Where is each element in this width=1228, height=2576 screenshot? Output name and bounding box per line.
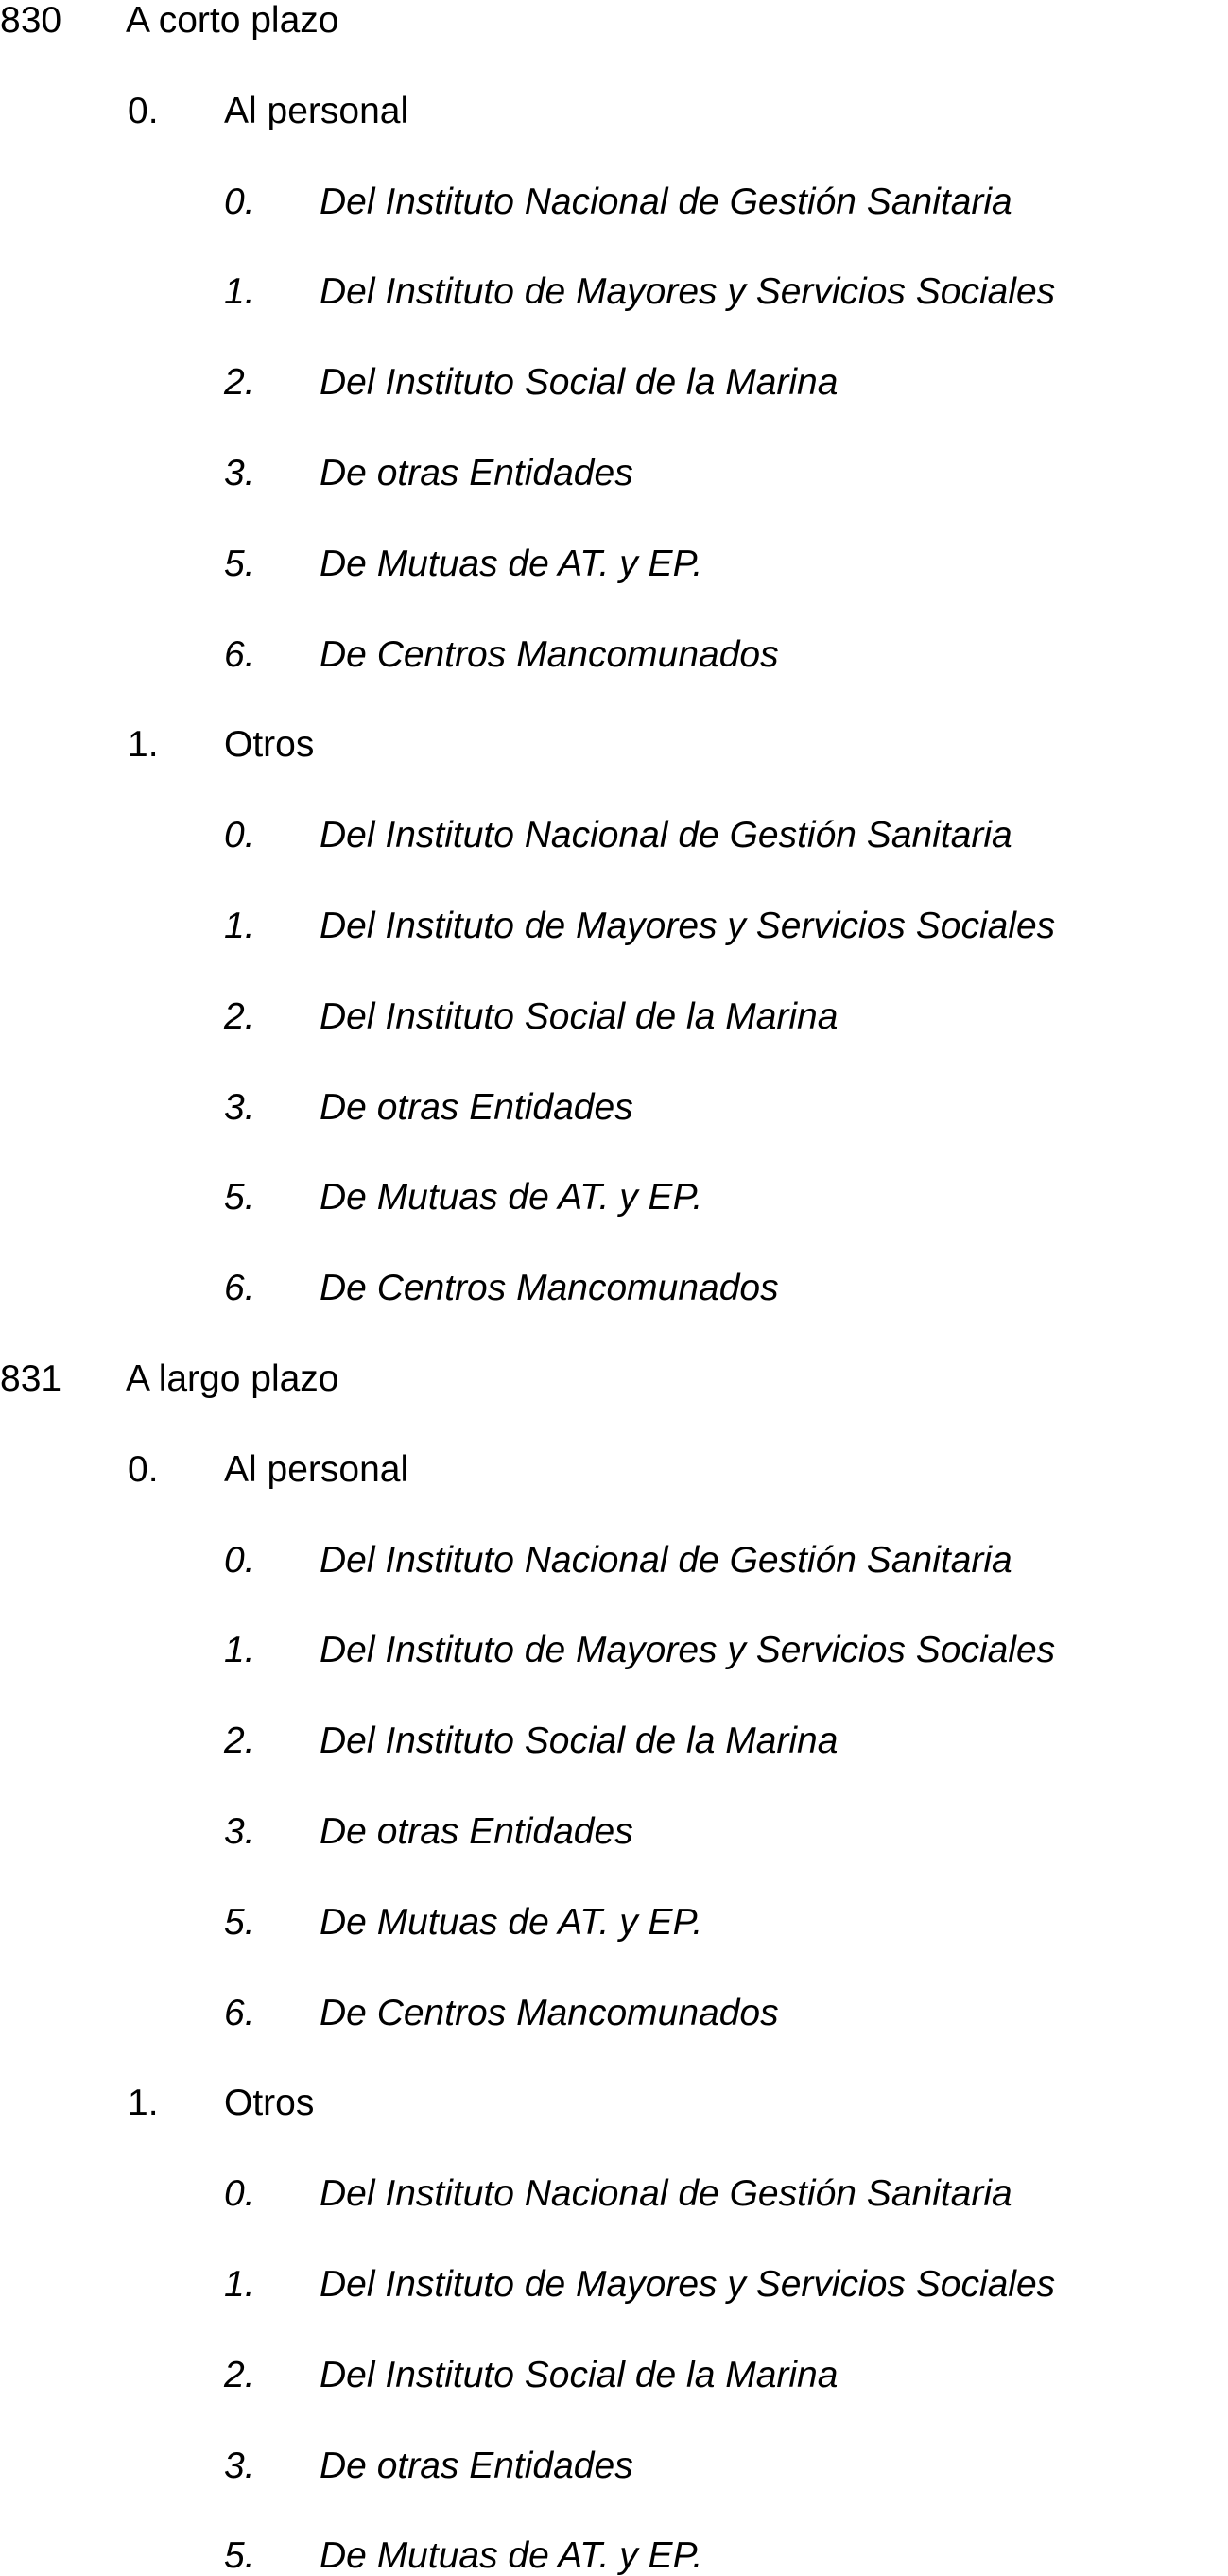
subaccount-heading-code: 0. [128,90,159,131]
list-item-code: 3. [224,1811,255,1852]
list-item-code: 1. [224,1630,255,1671]
subaccount-heading-label: Al personal [224,1448,409,1490]
list-item-code: 2. [224,995,255,1037]
account-heading-label: A corto plazo [126,0,339,41]
account-heading-label: A largo plazo [126,1358,339,1399]
account-heading-code: 830 [0,0,62,41]
list-item-code: 3. [224,453,255,493]
list-item-label: De Mutuas de AT. y EP. [320,543,703,584]
list-item-label: Del Instituto de Mayores y Servicios Sociales [320,2264,1056,2305]
list-item-label: De Centros Mancomunados [320,1268,779,1309]
list-item-code: 3. [224,1086,255,1128]
subaccount-heading-label: Al personal [224,90,409,131]
list-item-code: 2. [224,362,255,404]
list-item-label: Del Instituto Social de la Marina [320,995,839,1037]
list-item-code: 6. [224,633,255,675]
subaccount-heading-code: 0. [128,1448,159,1490]
list-item-label: De Mutuas de AT. y EP. [320,1901,703,1943]
list-item-code: 2. [224,2354,255,2395]
list-item-label: Del Instituto Social de la Marina [320,1720,839,1762]
list-item-code: 5. [224,2535,255,2576]
list-item-code: 6. [224,1268,255,1309]
subaccount-heading-code: 1. [128,2083,159,2124]
list-item-label: Del Instituto Nacional de Gestión Sanitaria [320,815,1012,856]
list-item-label: De Centros Mancomunados [320,1992,779,2033]
list-item-label: De Mutuas de AT. y EP. [320,1177,703,1219]
list-item-label: Del Instituto Nacional de Gestión Sanitaria [320,1539,1012,1581]
subaccount-heading-label: Otros [224,2083,315,2124]
list-item-label: Del Instituto de Mayores y Servicios Sociales [320,1630,1056,1671]
list-item-code: 1. [224,271,255,313]
account-heading-code: 831 [0,1358,62,1399]
list-item-label: De Centros Mancomunados [320,633,779,675]
list-item-code: 0. [224,1539,255,1581]
subaccount-heading-label: Otros [224,724,315,766]
list-item-label: De otras Entidades [320,453,633,493]
list-item-code: 2. [224,1720,255,1762]
list-item-code: 6. [224,1992,255,2033]
list-item-label: Del Instituto de Mayores y Servicios Sociales [320,906,1056,946]
list-item-label: Del Instituto Nacional de Gestión Sanitaria [320,181,1012,222]
list-item-code: 0. [224,815,255,856]
list-item-code: 1. [224,906,255,946]
list-item-label: De otras Entidades [320,2445,633,2486]
list-item-label: Del Instituto de Mayores y Servicios Sociales [320,271,1056,313]
list-item-code: 5. [224,543,255,584]
list-item-code: 0. [224,181,255,222]
list-item-label: De otras Entidades [320,1811,633,1852]
list-item-label: Del Instituto Social de la Marina [320,362,839,404]
list-item-label: Del Instituto Social de la Marina [320,2354,839,2395]
subaccount-heading-code: 1. [128,724,159,766]
list-item-label: De Mutuas de AT. y EP. [320,2535,703,2576]
list-item-code: 0. [224,2173,255,2215]
list-item-label: Del Instituto Nacional de Gestión Sanitaria [320,2173,1012,2215]
list-item-code: 5. [224,1177,255,1219]
list-item-code: 1. [224,2264,255,2305]
list-item-code: 5. [224,1901,255,1943]
list-item-label: De otras Entidades [320,1086,633,1128]
list-item-code: 3. [224,2445,255,2486]
